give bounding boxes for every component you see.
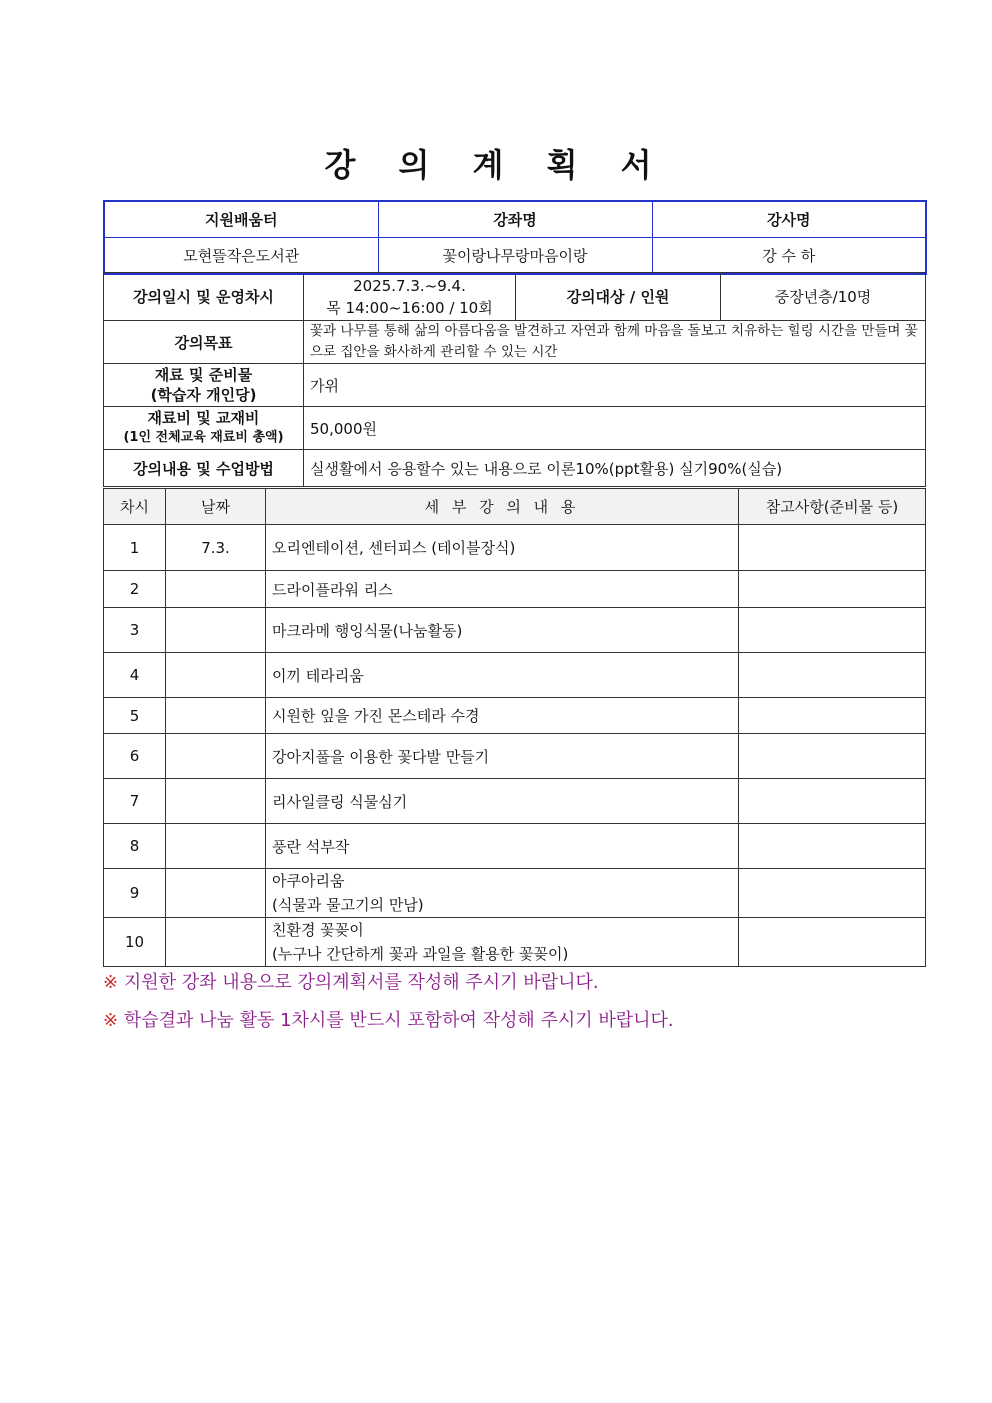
- session-notes: [739, 918, 926, 967]
- session-date: [166, 824, 266, 869]
- session-notes: [739, 653, 926, 698]
- col-session-header: 차시: [104, 489, 166, 525]
- materials-value: 가위: [304, 364, 926, 407]
- session-content-sub: (식물과 물고기의 만남): [272, 896, 424, 914]
- instruction-note-2: [103, 1006, 674, 1032]
- page-title: 강 의 계 획 서: [324, 146, 668, 184]
- target-value: 중장년층/10명: [721, 273, 926, 321]
- session-date: [166, 779, 266, 824]
- target-label: 강의대상 / 인원: [516, 273, 721, 321]
- session-notes: [739, 608, 926, 653]
- session-no: 2: [104, 571, 166, 608]
- col-date-header: 날짜: [166, 489, 266, 525]
- session-content: 아쿠아리움: [272, 872, 345, 890]
- table-row: [104, 653, 926, 698]
- session-notes: [739, 734, 926, 779]
- session-date: [166, 869, 266, 918]
- session-content: 이끼 테라리움: [266, 653, 739, 698]
- session-content: 마크라메 행잉식물(나눔활동): [266, 608, 739, 653]
- session-date: [166, 571, 266, 608]
- schedule-label: 강의일시 및 운영차시: [104, 273, 304, 321]
- session-notes: [739, 869, 926, 918]
- session-no: 10: [104, 918, 166, 967]
- header-course-value: 꽃이랑나무랑마음이랑: [378, 238, 652, 275]
- col-notes-header: 참고사항(준비물 등): [739, 489, 926, 525]
- session-no: 9: [104, 869, 166, 918]
- header-branch-label: 지원배움터: [104, 201, 378, 238]
- table-row: [104, 608, 926, 653]
- table-row: [104, 779, 926, 824]
- schedule-times: 목 14:00~16:00 / 10회: [326, 298, 493, 317]
- session-date: [166, 918, 266, 967]
- instruction-note-1: [103, 968, 599, 994]
- session-notes: [739, 698, 926, 734]
- session-date: [166, 653, 266, 698]
- header-instructor-value: 강 수 하: [652, 238, 926, 275]
- session-no: 8: [104, 824, 166, 869]
- session-notes: [739, 525, 926, 571]
- session-date: [166, 734, 266, 779]
- session-date: 7.3.: [166, 525, 266, 571]
- info-table: [103, 272, 926, 487]
- session-content: 시원한 잎을 가진 몬스테라 수경: [266, 698, 739, 734]
- cost-label: 재료비 및 교재비: [147, 409, 260, 427]
- table-row: [104, 571, 926, 608]
- materials-label: 재료 및 준비물: [154, 366, 253, 384]
- materials-label-sub: (학습자 개인당): [150, 386, 257, 404]
- table-row: [104, 698, 926, 734]
- session-no: 1: [104, 525, 166, 571]
- session-no: 6: [104, 734, 166, 779]
- session-notes: [739, 571, 926, 608]
- session-content: 풍란 석부작: [266, 824, 739, 869]
- instruction-text-1: 지원한 강좌 내용으로 강의계획서를 작성해 주시기 바랍니다.: [123, 972, 599, 993]
- session-content: 오리엔테이션, 센터피스 (테이블장식): [266, 525, 739, 571]
- schedule-dates: 2025.7.3.~9.4.: [353, 276, 466, 295]
- session-date: [166, 608, 266, 653]
- header-table: [103, 200, 927, 275]
- session-content: 강아지풀을 이용한 꽃다발 만들기: [266, 734, 739, 779]
- goal-value: 꽃과 나무를 통해 삶의 아름다움을 발견하고 자연과 함께 마음을 돌보고 치유하는 힐링 시간을 만들며 꽃으로 집안을 화사하게 관리할 수 있는 시간: [304, 321, 926, 364]
- header-instructor-label: 강사명: [652, 201, 926, 238]
- table-row: [104, 869, 926, 918]
- session-date: [166, 698, 266, 734]
- method-label: 강의내용 및 수업방법: [104, 450, 304, 487]
- table-row: [104, 525, 926, 571]
- session-content: 친환경 꽃꽂이: [272, 921, 364, 939]
- session-notes: [739, 779, 926, 824]
- table-row: [104, 734, 926, 779]
- cost-label-sub: (1인 전체교육 재료비 총액): [123, 430, 284, 445]
- method-value: 실생활에서 응용할수 있는 내용으로 이론10%(ppt활용) 실기90%(실습): [304, 450, 926, 487]
- reference-mark: ※: [103, 972, 119, 993]
- header-course-label: 강좌명: [378, 201, 652, 238]
- header-branch-value: 모현뜰작은도서관: [104, 238, 378, 275]
- session-no: 4: [104, 653, 166, 698]
- session-notes: [739, 824, 926, 869]
- goal-label: 강의목표: [104, 321, 304, 364]
- session-no: 5: [104, 698, 166, 734]
- instruction-text-2: 학습결과 나눔 활동 1차시를 반드시 포함하여 작성해 주시기 바랍니다.: [123, 1010, 674, 1031]
- session-content: 리사일클링 식물심기: [266, 779, 739, 824]
- session-content-sub: (누구나 간단하게 꽃과 과일을 활용한 꽃꽂이): [272, 945, 569, 963]
- reference-mark: ※: [103, 1010, 119, 1031]
- table-row: [104, 824, 926, 869]
- cost-value: 50,000원: [304, 407, 926, 450]
- session-no: 3: [104, 608, 166, 653]
- col-content-header: 세 부 강 의 내 용: [266, 489, 739, 525]
- session-content: 드라이플라워 리스: [266, 571, 739, 608]
- session-no: 7: [104, 779, 166, 824]
- sessions-table: [103, 488, 926, 967]
- table-row: [104, 918, 926, 967]
